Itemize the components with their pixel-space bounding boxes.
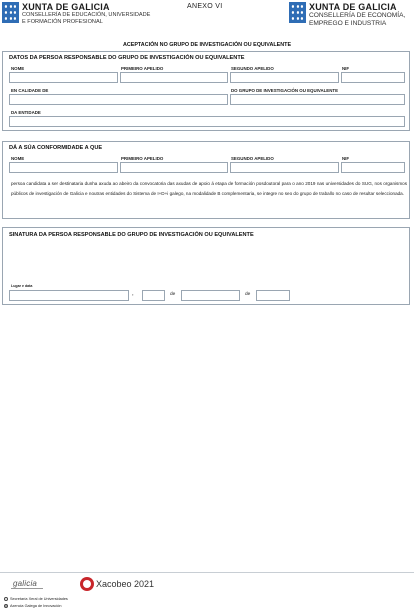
label-entity: DA ENTIDADE [11, 110, 41, 115]
annex-label: ANEXO VI [187, 3, 223, 10]
responsible-nif-input[interactable] [341, 72, 405, 83]
dept-left-2: E FORMACIÓN PROFESIONAL [22, 18, 103, 25]
responsible-role-input[interactable] [9, 94, 228, 105]
label-nif: NIF [342, 156, 350, 161]
form-title: ACEPTACIÓN NO GRUPO DE INVESTIGACIÓN OU EQUIVALENTE [122, 42, 292, 48]
month-input[interactable] [181, 290, 240, 301]
place-input[interactable] [9, 290, 129, 301]
signature-section [2, 227, 410, 305]
responsible-section-title: DATOS DA PERSOA RESPONSABLE DO GRUPO DE INVESTIGACIÓN OU EQUIVALENTE [9, 55, 245, 61]
label-first-surname: PRIMEIRO APELIDO [121, 156, 164, 161]
radio-icon[interactable] [4, 597, 8, 601]
label-nif: NIF [342, 66, 350, 71]
candidate-second-surname-input[interactable] [230, 162, 339, 173]
radio-selected-icon[interactable] [4, 604, 8, 608]
responsible-section [2, 51, 410, 131]
entity-input[interactable] [9, 116, 405, 127]
footer-item-innovation[interactable] [4, 604, 62, 608]
label-name: NOME [11, 156, 25, 161]
xacobeo-logo: Xacobeo 2021 [96, 579, 155, 589]
galicia-underline [11, 588, 43, 589]
logo-name-left: XUNTA DE GALICIA [22, 2, 110, 12]
footer-item-label: Secretaría Xeral de Universidades [10, 597, 68, 601]
candidate-nif-input[interactable] [341, 162, 405, 173]
xunta-logo-right [289, 2, 405, 28]
conformity-section [2, 141, 410, 219]
de-separator-2: de [245, 292, 251, 297]
galicia-logo: galicia [13, 579, 38, 588]
page-header [0, 0, 414, 40]
xunta-crest-icon [289, 2, 306, 23]
candidate-name-input[interactable] [9, 162, 118, 173]
de-separator-1: de [170, 292, 176, 297]
label-group: DO GRUPO DE INVESTIGACIÓN OU EQUIVALENTE [231, 88, 339, 93]
dept-right: CONSELLERÍA DE ECONOMÍA, [309, 12, 406, 19]
signature-section-title: SINATURA DA PERSOA RESPONSABLE DO GRUPO DE INVESTIGACIÓN OU EQUIVALENTE [9, 232, 254, 238]
footer-item-universities[interactable] [4, 597, 68, 601]
label-first-surname: PRIMEIRO APELIDO [121, 66, 164, 71]
xunta-logo-left [2, 2, 150, 25]
dept-right-2: EMPREGO E INDUSTRIA [309, 19, 387, 27]
label-as: EN CALIDADE DE [11, 88, 49, 93]
responsible-name-input[interactable] [9, 72, 118, 83]
label-name: NOME [11, 66, 25, 71]
conformity-text: persoa candidata a ser destinataria dunha axuda ao abeiro da convocatoria das axudas de apoio á etapa de formación posdoutoral para o ano 2019 nas universidades do SUG, nos organismos públicos de investigación de Galicia e noutras entidades do Sistema de I+D+i galego, na modalidade B complementaria, se integre no seo do grupo de traballo no caso de resultar seleccionada. [11, 181, 407, 196]
dept-left: CONSELLERÍA DE EDUCACIÓN, UNIVERSIDADE [22, 12, 151, 18]
candidate-first-surname-input[interactable] [120, 162, 228, 173]
day-input[interactable] [142, 290, 165, 301]
label-second-surname: SEGUNDO APELIDO [231, 66, 274, 71]
conformity-section-title: DÁ A SÚA CONFORMIDADE A QUE [9, 145, 103, 151]
research-group-input[interactable] [230, 94, 405, 105]
footer-item-label: Axencia Galega de Innovación [10, 604, 62, 608]
xunta-crest-icon [2, 2, 19, 23]
label-second-surname: SEGUNDO APELIDO [231, 156, 274, 161]
year-input[interactable] [256, 290, 290, 301]
label-place-date: Lugar e data [11, 284, 33, 288]
page-footer [0, 572, 414, 573]
xacobeo-icon [80, 577, 94, 591]
comma-separator: , [132, 291, 134, 297]
responsible-second-surname-input[interactable] [230, 72, 339, 83]
logo-name-right: XUNTA DE GALICIA [309, 2, 397, 12]
responsible-first-surname-input[interactable] [120, 72, 228, 83]
